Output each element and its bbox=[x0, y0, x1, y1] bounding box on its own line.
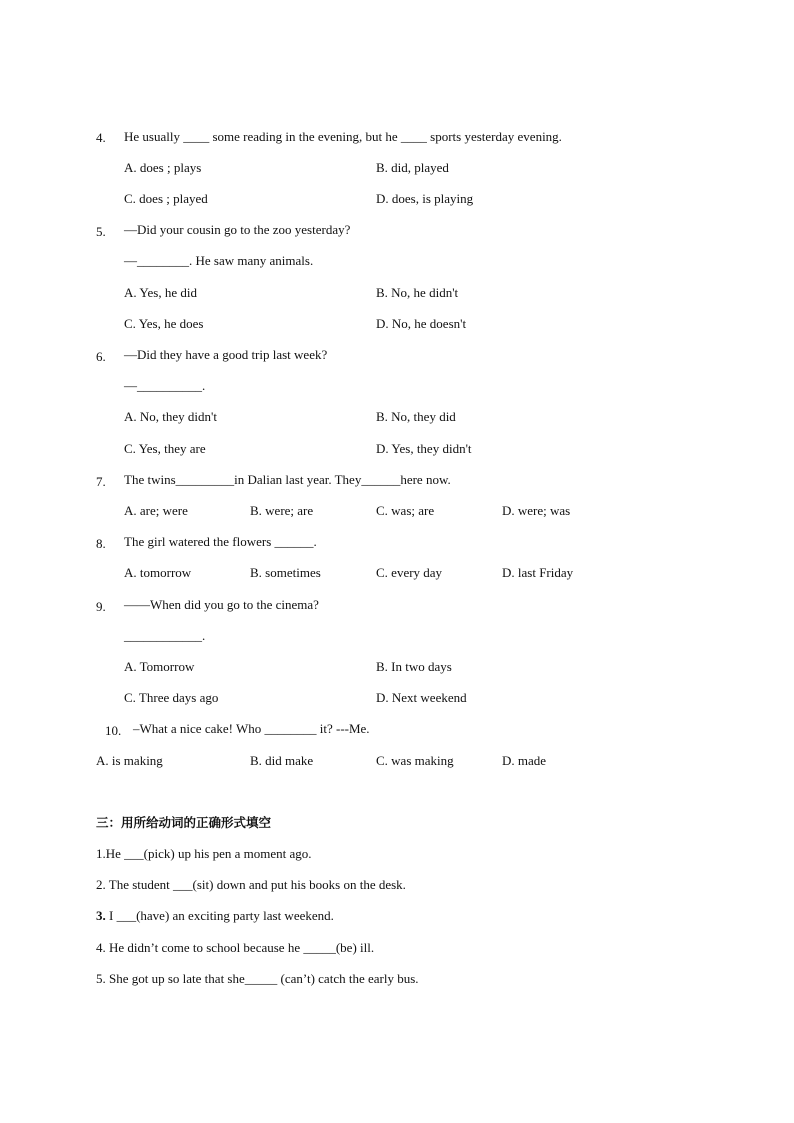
option-b: B. did, played bbox=[376, 160, 449, 175]
option-c: C. Yes, he does bbox=[124, 316, 204, 331]
question-stem: He usually ____ some reading in the evening, but he ____ sports yesterday evening. bbox=[124, 129, 562, 144]
fill-item-text: She got up so late that she_____ (can’t) catch the early bus. bbox=[105, 971, 419, 986]
option-b: B. In two days bbox=[376, 659, 452, 674]
option-a: A. is making bbox=[96, 753, 163, 768]
option-c: C. does ; played bbox=[124, 191, 208, 206]
question-number: 5. bbox=[96, 224, 106, 239]
option-a: A. are; were bbox=[124, 503, 188, 518]
option-b: B. were; are bbox=[250, 503, 314, 518]
fill-item-text: I ___(have) an exciting party last weekend. bbox=[105, 908, 334, 923]
option-d: D. last Friday bbox=[502, 565, 574, 580]
question-number: 10. bbox=[105, 723, 122, 738]
question-stem: ——When did you go to the cinema? bbox=[124, 597, 319, 612]
option-c: C. Three days ago bbox=[124, 690, 219, 705]
option-d: D. were; was bbox=[502, 503, 571, 518]
question-stem: –What a nice cake! Who ________ it? ---Me. bbox=[133, 721, 370, 736]
question-stem: —Did they have a good trip last week? bbox=[124, 347, 328, 362]
section-heading: 三：用所给动词的正确形式填空 bbox=[96, 815, 272, 830]
fill-item-text: He didn’t come to school because he _____(be) ill. bbox=[105, 940, 375, 955]
question-number: 4. bbox=[96, 130, 106, 145]
question-stem: The girl watered the flowers ______. bbox=[124, 534, 317, 549]
fill-item bbox=[96, 971, 419, 987]
fill-item-number: 4. bbox=[96, 940, 106, 955]
question-answer-line: ____________. bbox=[124, 628, 206, 643]
question-answer-line: —__________. bbox=[124, 378, 206, 393]
question-stem: The twins_________in Dalian last year. They______here now. bbox=[124, 472, 451, 487]
fill-item-text: The student ___(sit) down and put his books on the desk. bbox=[105, 877, 406, 892]
question-number: 9. bbox=[96, 599, 106, 614]
option-b: B. No, he didn't bbox=[376, 285, 459, 300]
option-c: C. Yes, they are bbox=[124, 441, 206, 456]
fill-item-text: He ___(pick) up his pen a moment ago. bbox=[105, 846, 312, 861]
question-number: 8. bbox=[96, 536, 106, 551]
option-d: D. does, is playing bbox=[376, 191, 474, 206]
question-answer-line: —________. He saw many animals. bbox=[124, 253, 314, 268]
option-a: A. does ; plays bbox=[124, 160, 202, 175]
fill-item bbox=[96, 908, 334, 924]
option-d: D. No, he doesn't bbox=[376, 316, 467, 331]
fill-item-number: 3. bbox=[96, 908, 106, 923]
question-number: 6. bbox=[96, 349, 106, 364]
question-number: 7. bbox=[96, 474, 106, 489]
option-d: D. made bbox=[502, 753, 547, 768]
fill-item-number: 2. bbox=[96, 877, 106, 892]
option-b: B. sometimes bbox=[250, 565, 321, 580]
fill-item-number: 1. bbox=[96, 846, 106, 861]
option-a: A. Tomorrow bbox=[124, 659, 195, 674]
fill-item bbox=[96, 877, 406, 893]
option-b: B. No, they did bbox=[376, 409, 456, 424]
option-d: D. Yes, they didn't bbox=[376, 441, 472, 456]
option-a: A. No, they didn't bbox=[124, 409, 217, 424]
option-b: B. did make bbox=[250, 753, 314, 768]
option-a: A. tomorrow bbox=[124, 565, 192, 580]
option-a: A. Yes, he did bbox=[124, 285, 197, 300]
question-stem: —Did your cousin go to the zoo yesterday? bbox=[124, 222, 351, 237]
fill-item bbox=[96, 846, 312, 862]
fill-item bbox=[96, 940, 374, 956]
option-c: C. was making bbox=[376, 753, 454, 768]
option-c: C. was; are bbox=[376, 503, 435, 518]
option-d: D. Next weekend bbox=[376, 690, 467, 705]
option-c: C. every day bbox=[376, 565, 443, 580]
fill-item-number: 5. bbox=[96, 971, 106, 986]
